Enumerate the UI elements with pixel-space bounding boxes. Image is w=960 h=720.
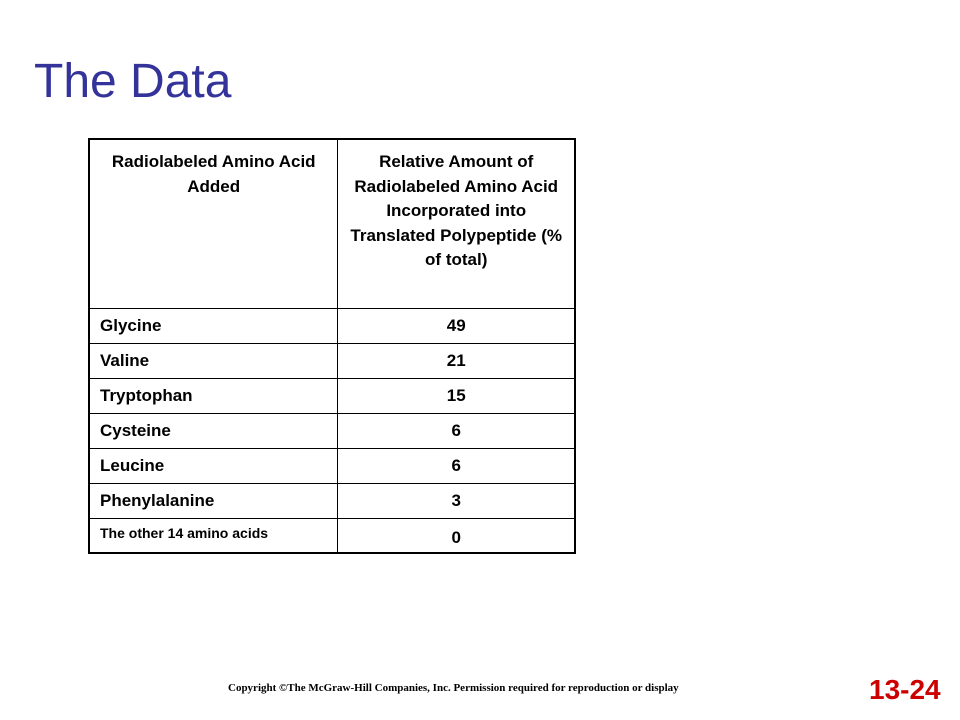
table-row <box>89 518 575 553</box>
amount-cell: 6 <box>338 448 575 483</box>
amount-cell: 6 <box>338 413 575 448</box>
data-table <box>88 138 576 554</box>
table-row <box>89 448 575 483</box>
amino-acid-cell: Cysteine <box>89 413 338 448</box>
amount-cell: 0 <box>338 518 575 553</box>
amount-cell: 15 <box>338 378 575 413</box>
table-row <box>89 378 575 413</box>
slide-title: The Data <box>34 55 232 108</box>
amino-acid-cell: Glycine <box>89 308 338 343</box>
amino-acid-cell: Phenylalanine <box>89 483 338 518</box>
amount-cell: 21 <box>338 343 575 378</box>
amount-cell: 49 <box>338 308 575 343</box>
amino-acid-cell: Leucine <box>89 448 338 483</box>
table-row <box>89 343 575 378</box>
header-relative-amount: Relative Amount of Radiolabeled Amino Acid Incorporated into Translated Polypeptide (% of total) <box>338 139 575 308</box>
table-header-row <box>89 139 575 308</box>
table-row <box>89 308 575 343</box>
copyright-notice: Copyright ©The McGraw-Hill Companies, Inc. Permission required for reproduction or display <box>228 682 679 694</box>
header-amino-acid-added: Radiolabeled Amino Acid Added <box>89 139 338 308</box>
amino-acid-cell: The other 14 amino acids <box>89 518 338 553</box>
table-row <box>89 413 575 448</box>
slide-number: 13-24 <box>869 674 941 705</box>
amino-acid-cell: Valine <box>89 343 338 378</box>
table-row <box>89 483 575 518</box>
amino-acid-cell: Tryptophan <box>89 378 338 413</box>
amount-cell: 3 <box>338 483 575 518</box>
